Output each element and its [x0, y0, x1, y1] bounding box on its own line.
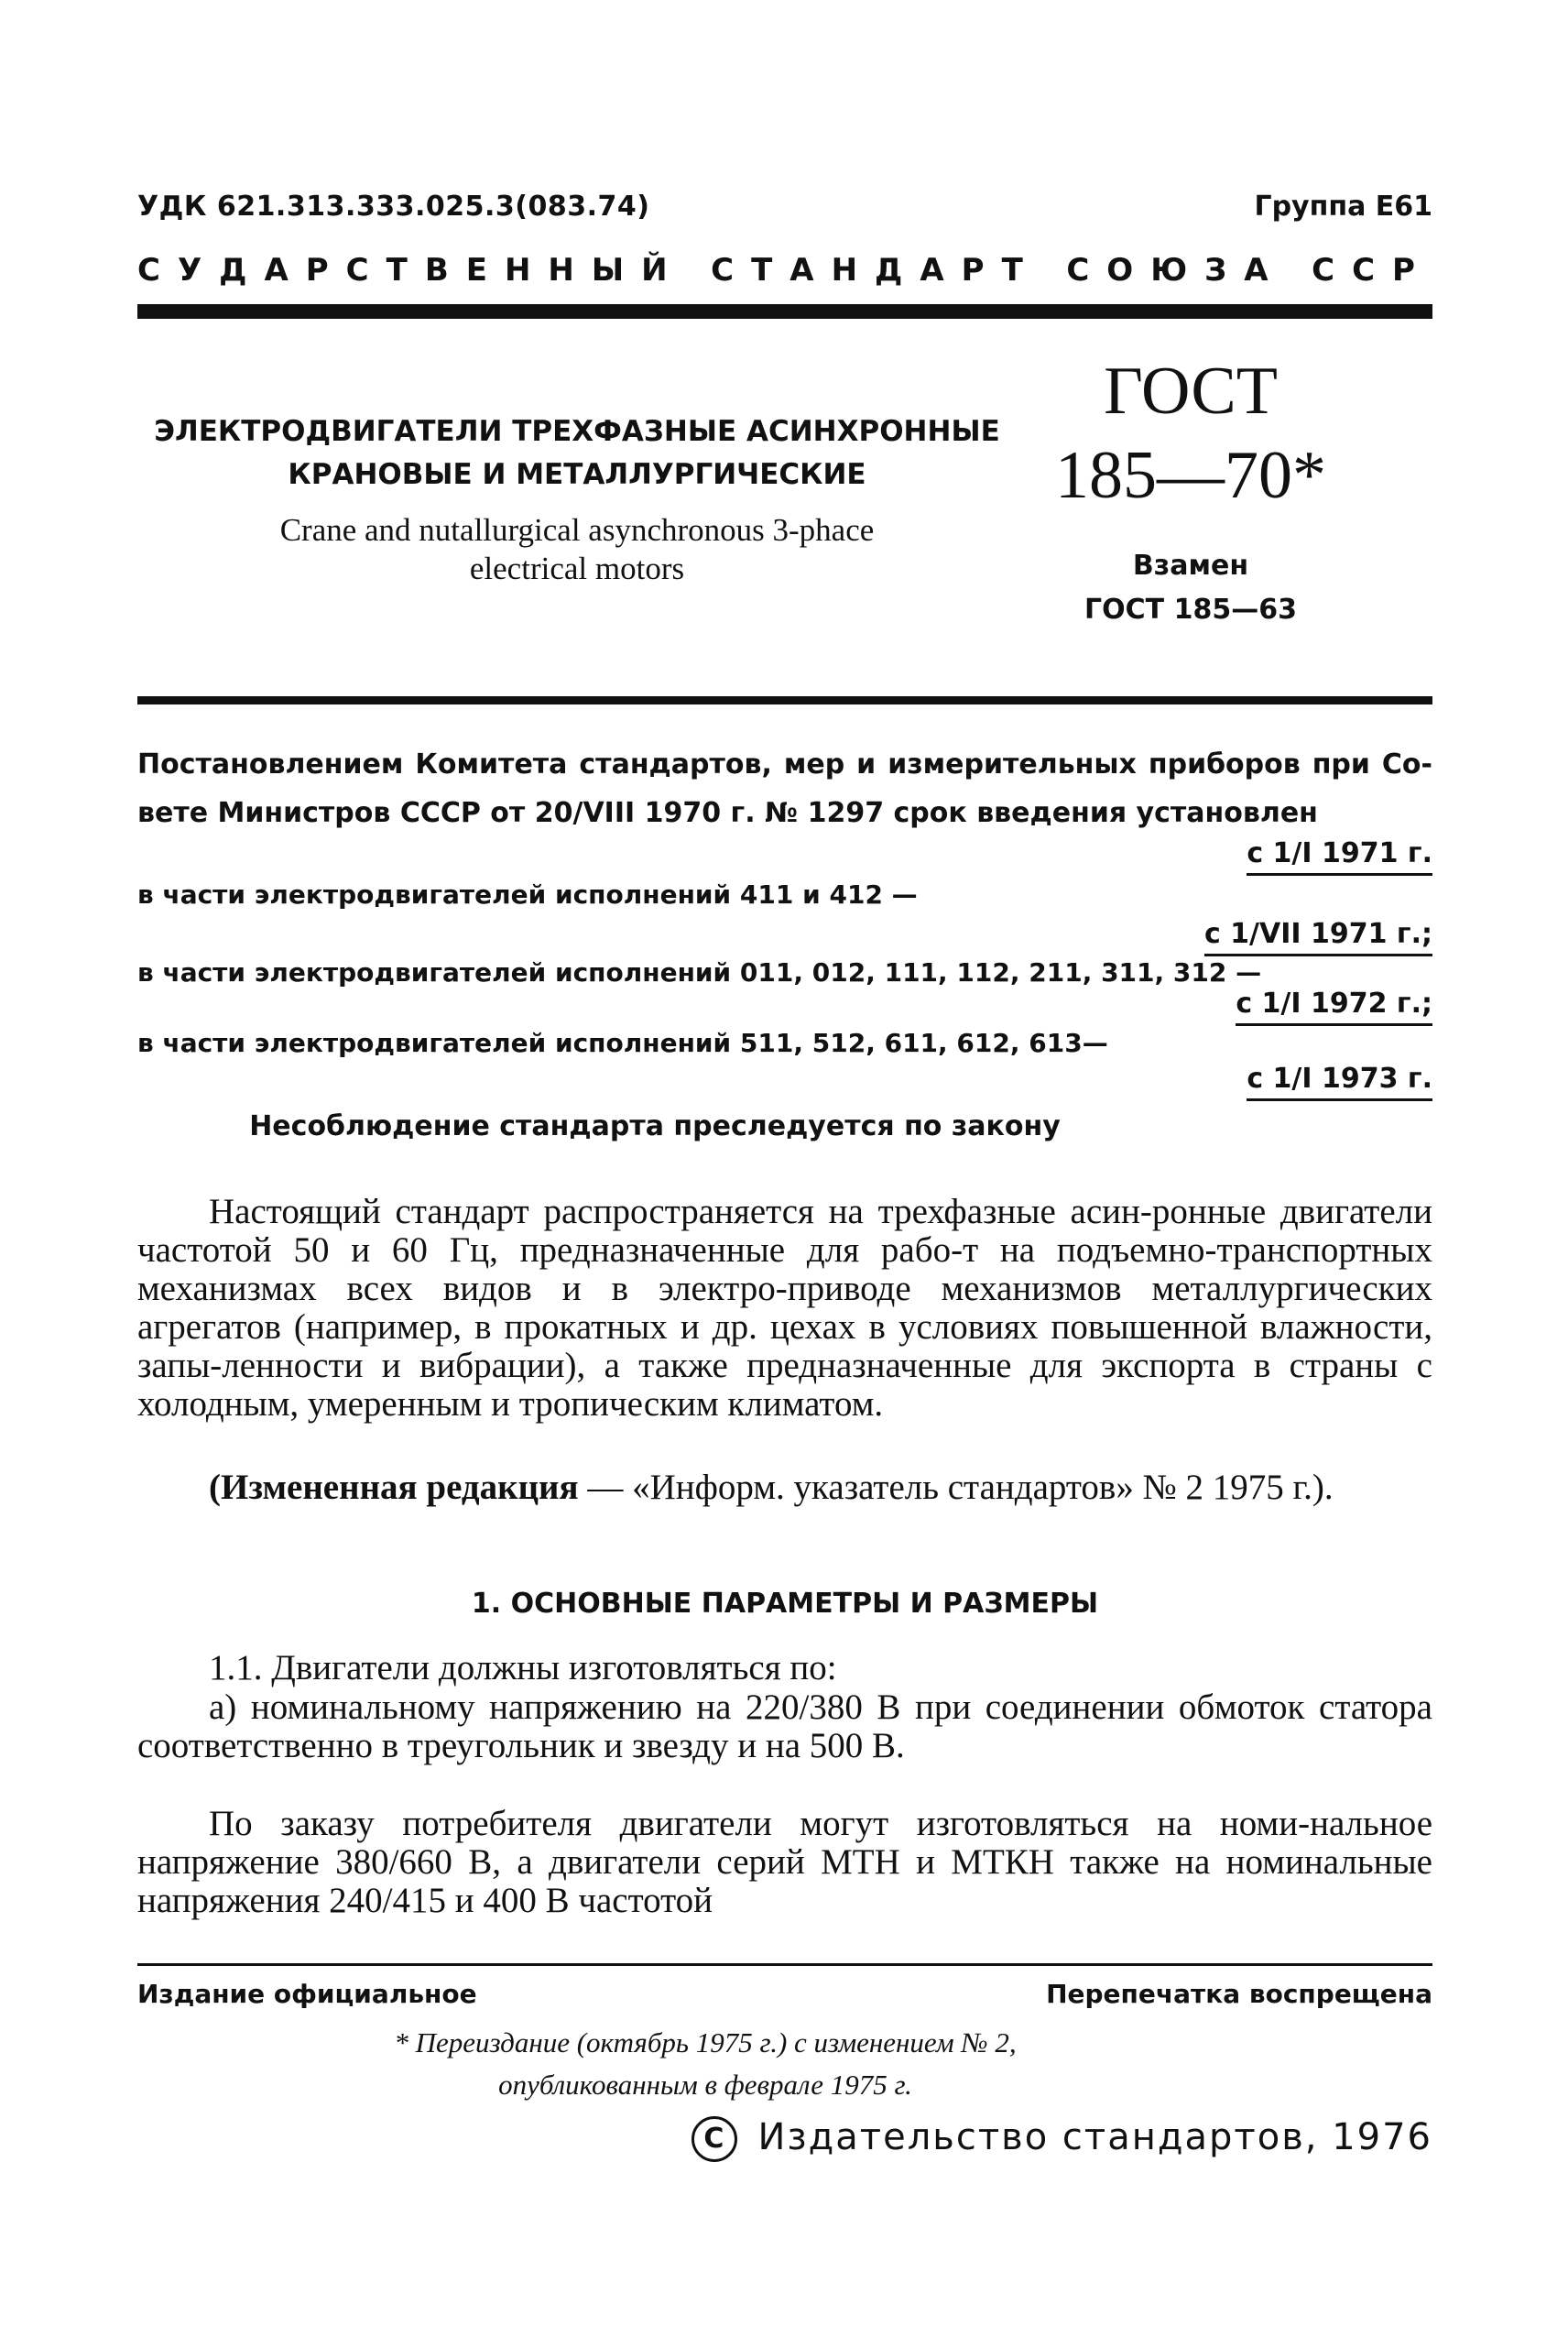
- effective-date-3: [1236, 988, 1432, 1026]
- legal-warning: Несоблюдение стандарта преследуется по закону: [249, 1110, 1061, 1142]
- reissue-line-2: опубликованным в феврале 1975 г.: [498, 2069, 912, 2101]
- date-4-text: с 1/I 1973 г.: [1247, 1063, 1432, 1101]
- middle-rule: [137, 696, 1432, 704]
- date-3-text: с 1/I 1972 г.;: [1236, 988, 1432, 1026]
- title-english: [137, 511, 1017, 588]
- intro-paragraph: Настоящий стандарт распространяется на трехфазные асин-ронные двигатели частотой 50 и 60 Гц, предназначенные для рабо-т на подъемно-транспортных механизмах всех видов и в электро-приводе механизмов металлургических агрегатов (например, в прокатных и др. цехах в условиях повышенной влажности, запы-ленности и вибрации), а также предназначенные для экспорта в страны с холодным, умеренным и тропическим климатом.: [137, 1192, 1432, 1424]
- gost-label: ГОСТ: [1104, 354, 1278, 429]
- copyright-icon: C: [691, 2116, 737, 2162]
- publisher-line: [691, 2116, 1432, 2162]
- effective-date-1: [1247, 837, 1432, 876]
- part-3: в части электродвигателей исполнений 511, 512, 611, 612, 613—: [137, 1028, 1108, 1058]
- series-word-2: СТАНДАРТ: [711, 252, 1040, 289]
- reissue-line-1: * Переиздание (октябрь 1975 г.) с изменением № 2,: [394, 2026, 1017, 2058]
- paragraph-order: По заказу потребителя двигатели могут изготовляться на номи-нальное напряжение 380/660 В, а двигатели серий МТН и МТКН также на номинальные напряжения 240/415 и 400 В частотой: [137, 1804, 1432, 1920]
- replaces-gost: ГОСТ 185—63: [1084, 594, 1297, 626]
- amendment-bold: (Измененная редакция: [209, 1468, 579, 1507]
- amendment-note: [137, 1469, 1432, 1507]
- part-1: в части электродвигателей исполнений 411 и 412 —: [137, 879, 918, 910]
- date-1-text: с 1/I 1971 г.: [1247, 837, 1432, 876]
- series-word-1: СУДАРСТВЕННЫЙ: [137, 252, 685, 289]
- publisher-text: Издательство стандартов, 1976: [757, 2116, 1432, 2158]
- top-rule: [137, 304, 1432, 319]
- footer-rule: [137, 1963, 1432, 1966]
- decree-line-1: Постановлением Комитета стандартов, мер и измерительных приборов при Со-: [137, 748, 1432, 781]
- series-word-4: ССР: [1312, 252, 1432, 289]
- section-title: 1. ОСНОВНЫЕ ПАРАМЕТРЫ И РАЗМЕРЫ: [471, 1588, 1099, 1620]
- title-ru-line-1: ЭЛЕКТРОДВИГАТЕЛИ ТРЕХФАЗНЫЕ АСИНХРОННЫЕ: [154, 415, 1000, 448]
- title-en-line-2: electrical motors: [469, 551, 685, 586]
- decree-line-2: вете Министров СССР от 20/VIII 1970 г. № 1297 срок введения установлен: [137, 797, 1318, 829]
- series-title: [137, 252, 1432, 289]
- official-edition: Издание официальное: [137, 1979, 477, 2009]
- title-en-line-1: Crane and nutallurgical asynchronous 3-phace: [279, 512, 875, 548]
- title-ru-line-2: КРАНОВЫЕ И МЕТАЛЛУРГИЧЕСКИЕ: [288, 458, 866, 491]
- part-2: в части электродвигателей исполнений 011, 012, 111, 112, 211, 311, 312 —: [137, 957, 1262, 988]
- effective-date-2: [1204, 918, 1432, 956]
- reissue-note: [137, 2022, 1273, 2106]
- date-2-text: с 1/VII 1971 г.;: [1204, 918, 1432, 956]
- title-russian: [137, 410, 1017, 497]
- gost-number: 185—70*: [1055, 438, 1326, 513]
- udk-code: УДК 621.313.333.025.3(083.74): [137, 191, 650, 223]
- replaces-label: Взамен: [1132, 550, 1249, 582]
- paragraph-a: а) номинальному напряжению на 220/380 В при соединении обмоток статора соответственно в треугольник и звезду и на 500 В.: [137, 1687, 1432, 1765]
- group-code: Группа Е61: [1254, 191, 1432, 223]
- amendment-rest: — «Информ. указатель стандартов» № 2 1975 г.).: [578, 1468, 1334, 1507]
- effective-date-4: [1247, 1063, 1432, 1101]
- paragraph-1-1: 1.1. Двигатели должны изготовляться по:: [209, 1648, 837, 1687]
- series-word-3: СОЮЗА: [1066, 252, 1286, 289]
- reprint-prohibited: Перепечатка воспрещена: [1046, 1979, 1432, 2009]
